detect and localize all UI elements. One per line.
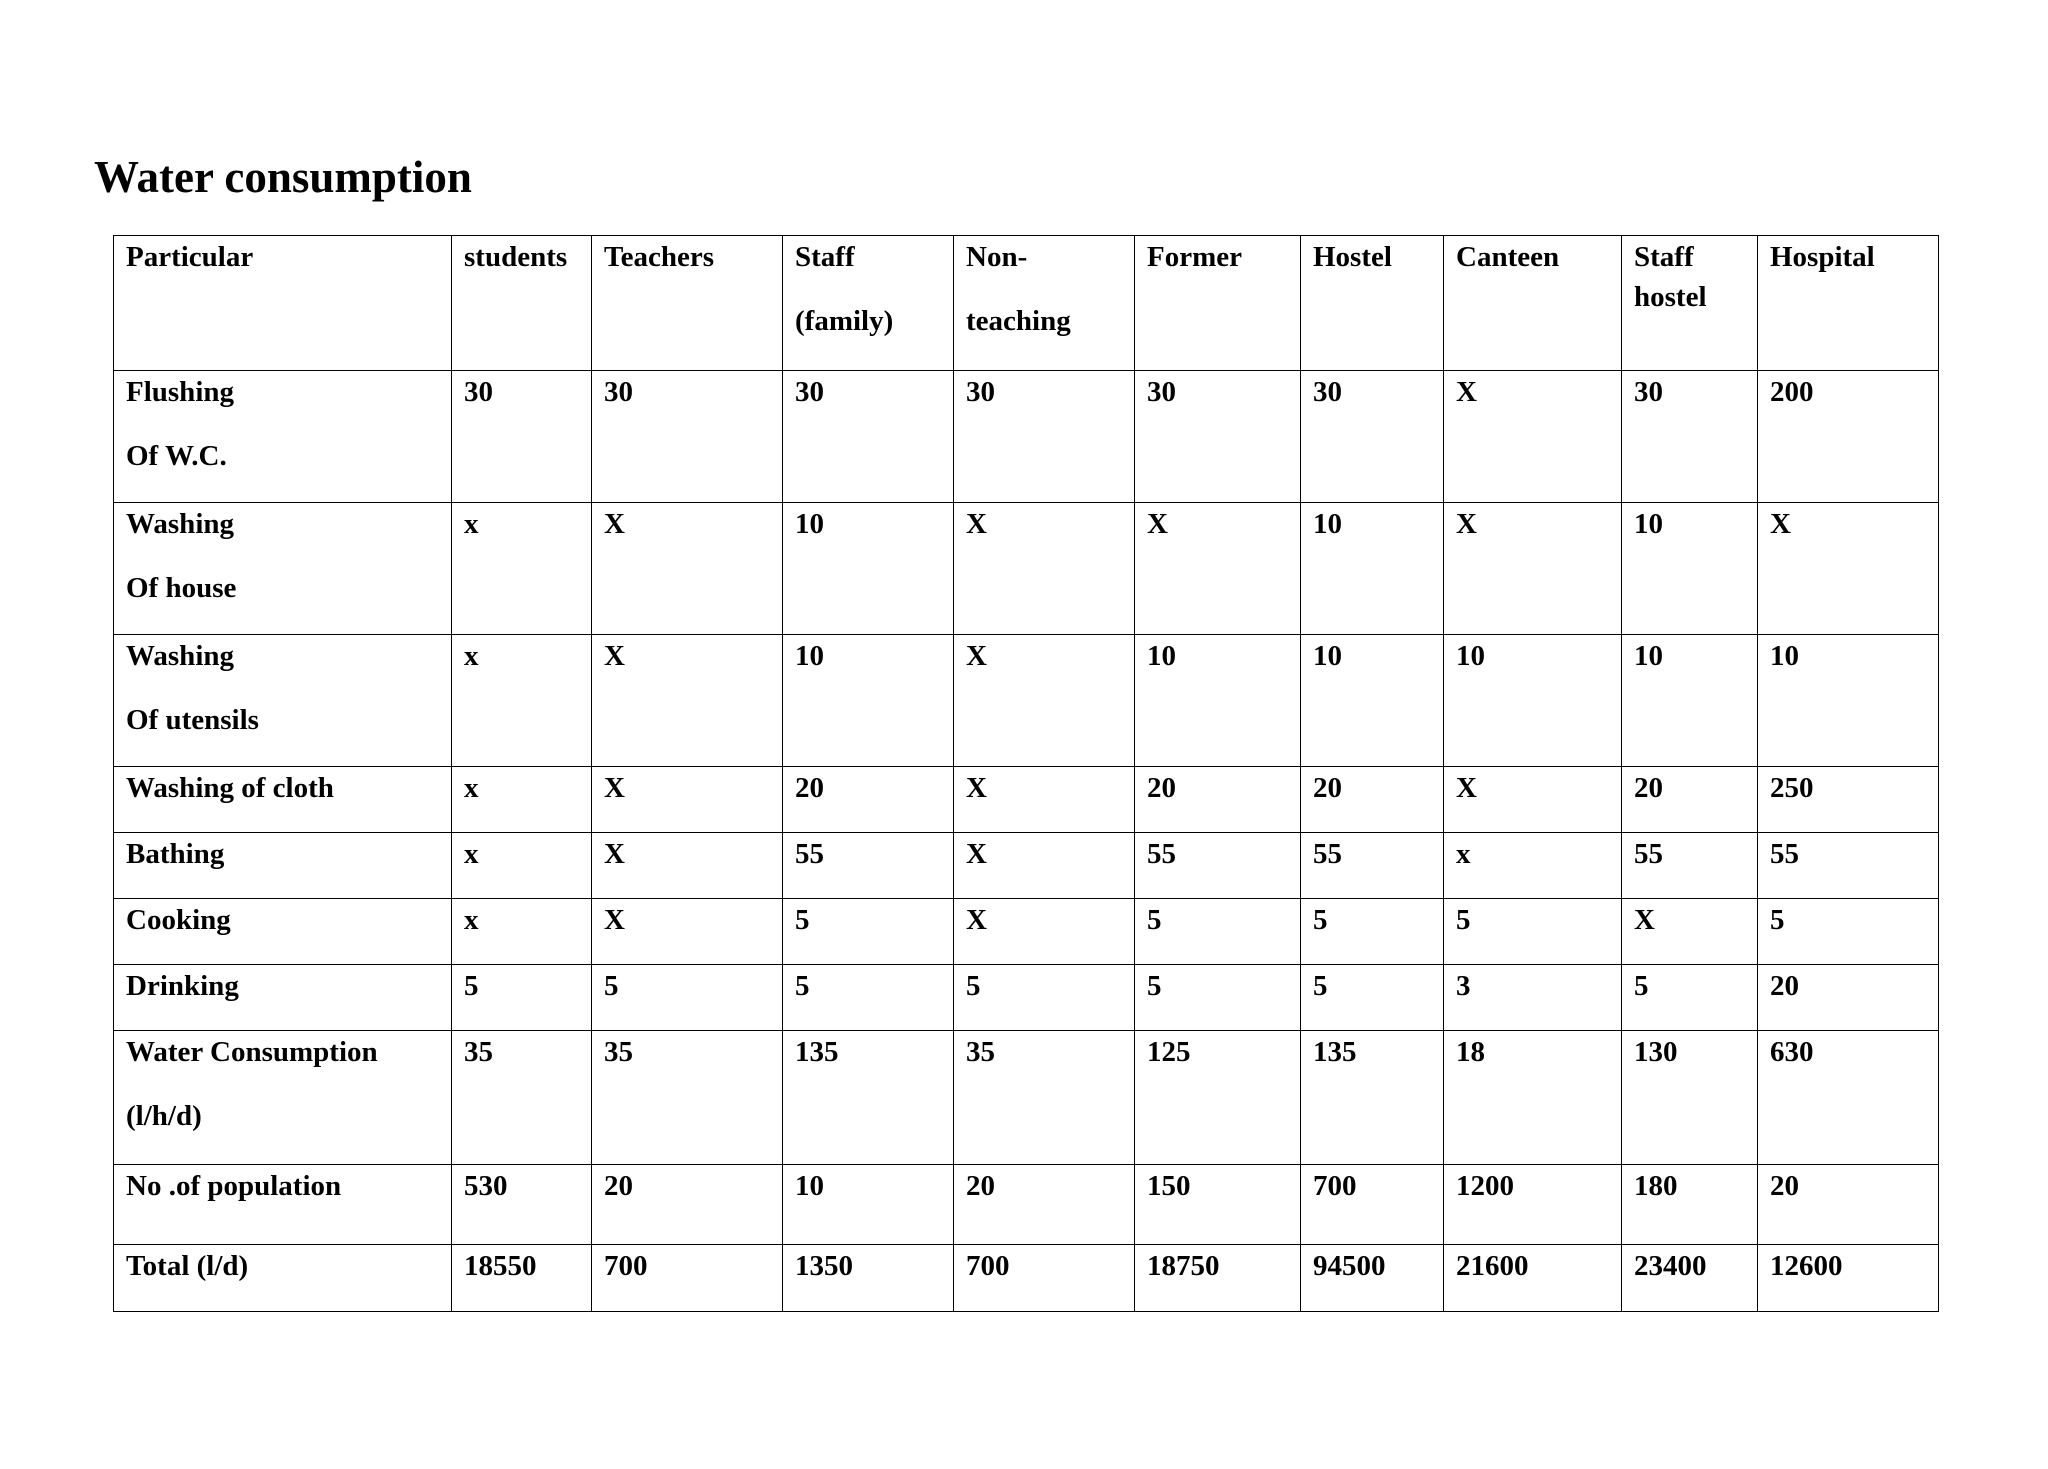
row-label-line2: Of W.C. — [126, 439, 227, 472]
header-cell — [954, 236, 1135, 371]
cell-value: 1350 — [795, 1250, 853, 1282]
cell-value: 125 — [1147, 1036, 1191, 1068]
header-cell — [592, 236, 783, 371]
cell-value: 20 — [1634, 772, 1663, 804]
row-label: Water Consumption — [126, 1036, 378, 1068]
value-cell — [1444, 767, 1622, 833]
row-label: Total (l/d) — [126, 1250, 249, 1282]
value-cell — [954, 1245, 1135, 1312]
value-cell — [783, 1031, 954, 1165]
cell-value: 18750 — [1147, 1250, 1220, 1282]
cell-value: 55 — [795, 838, 824, 870]
header-label: Staff — [1634, 241, 1694, 273]
value-cell — [1622, 1245, 1758, 1312]
value-cell — [1622, 767, 1758, 833]
value-cell — [1444, 371, 1622, 503]
header-label: Former — [1147, 241, 1242, 273]
row-label-cell — [114, 635, 452, 767]
value-cell — [1622, 899, 1758, 965]
value-cell — [954, 1165, 1135, 1245]
value-cell — [452, 965, 592, 1031]
cell-value: 1200 — [1456, 1170, 1514, 1202]
value-cell — [1758, 899, 1939, 965]
row-label: Washing — [126, 508, 234, 540]
cell-value: x — [464, 508, 479, 540]
value-cell — [1135, 1031, 1301, 1165]
value-cell — [1135, 899, 1301, 965]
cell-value: 700 — [966, 1250, 1010, 1282]
row-label: Cooking — [126, 904, 231, 936]
row-label: Drinking — [126, 970, 239, 1002]
cell-value: 20 — [795, 772, 824, 804]
row-label-cell — [114, 899, 452, 965]
cell-value: 21600 — [1456, 1250, 1529, 1282]
value-cell — [452, 899, 592, 965]
cell-value: 135 — [1313, 1036, 1357, 1068]
header-label: Non- — [966, 241, 1028, 273]
cell-value: 55 — [1770, 838, 1799, 870]
cell-value: X — [1634, 904, 1655, 936]
table-body — [114, 371, 1939, 1312]
cell-value: 55 — [1634, 838, 1663, 870]
cell-value: 20 — [966, 1170, 995, 1202]
header-label: Staff — [795, 241, 855, 273]
value-cell — [1444, 1165, 1622, 1245]
header-label-line2: teaching — [966, 304, 1071, 337]
cell-value: 35 — [604, 1036, 633, 1068]
cell-value: X — [966, 772, 987, 804]
row-label-line2: Of house — [126, 571, 237, 604]
value-cell — [1301, 767, 1444, 833]
value-cell — [1444, 503, 1622, 635]
cell-value: 5 — [1313, 904, 1328, 936]
value-cell — [1444, 1245, 1622, 1312]
value-cell — [1135, 371, 1301, 503]
cell-value: x — [464, 640, 479, 672]
cell-value: 10 — [795, 508, 824, 540]
cell-value: 10 — [1313, 508, 1342, 540]
table-row — [114, 965, 1939, 1031]
page-title: Water consumption — [94, 152, 472, 202]
cell-value: X — [1456, 508, 1477, 540]
row-label: Flushing — [126, 376, 234, 408]
row-label-cell — [114, 767, 452, 833]
header-cell — [1135, 236, 1301, 371]
cell-value: X — [966, 838, 987, 870]
cell-value: 630 — [1770, 1036, 1814, 1068]
value-cell — [1758, 1165, 1939, 1245]
value-cell — [954, 503, 1135, 635]
value-cell — [592, 767, 783, 833]
value-cell — [783, 503, 954, 635]
cell-value: 20 — [1147, 772, 1176, 804]
value-cell — [1301, 635, 1444, 767]
value-cell — [783, 767, 954, 833]
cell-value: X — [966, 904, 987, 936]
value-cell — [1301, 503, 1444, 635]
row-label-cell — [114, 1165, 452, 1245]
cell-value: 20 — [1770, 970, 1799, 1002]
value-cell — [1444, 1031, 1622, 1165]
value-cell — [1758, 833, 1939, 899]
value-cell — [1444, 635, 1622, 767]
cell-value: 150 — [1147, 1170, 1191, 1202]
value-cell — [452, 635, 592, 767]
value-cell — [1758, 1245, 1939, 1312]
cell-value: 10 — [1770, 640, 1799, 672]
value-cell — [1301, 1245, 1444, 1312]
value-cell — [783, 371, 954, 503]
value-cell — [954, 1031, 1135, 1165]
value-cell — [592, 833, 783, 899]
header-label-line2: (family) — [795, 304, 894, 337]
cell-value: 18550 — [464, 1250, 537, 1282]
cell-value: 12600 — [1770, 1250, 1843, 1282]
value-cell — [1622, 833, 1758, 899]
cell-value: 10 — [795, 1170, 824, 1202]
value-cell — [783, 1245, 954, 1312]
value-cell — [1135, 767, 1301, 833]
table-row — [114, 1245, 1939, 1312]
value-cell — [1622, 1165, 1758, 1245]
value-cell — [592, 1165, 783, 1245]
cell-value: 35 — [464, 1036, 493, 1068]
value-cell — [1758, 371, 1939, 503]
value-cell — [1622, 635, 1758, 767]
table-row — [114, 899, 1939, 965]
cell-value: 30 — [1147, 376, 1176, 408]
value-cell — [452, 1245, 592, 1312]
value-cell — [954, 965, 1135, 1031]
cell-value: 10 — [1147, 640, 1176, 672]
cell-value: 10 — [1313, 640, 1342, 672]
value-cell — [954, 899, 1135, 965]
value-cell — [954, 371, 1135, 503]
cell-value: 5 — [1770, 904, 1785, 936]
value-cell — [783, 833, 954, 899]
table-row — [114, 1031, 1939, 1165]
header-cell — [783, 236, 954, 371]
cell-value: 3 — [1456, 970, 1471, 1002]
cell-value: x — [464, 904, 479, 936]
cell-value: x — [464, 838, 479, 870]
header-label: Particular — [126, 241, 254, 273]
value-cell — [452, 503, 592, 635]
cell-value: X — [966, 640, 987, 672]
value-cell — [592, 1031, 783, 1165]
cell-value: 5 — [1147, 904, 1162, 936]
value-cell — [1444, 965, 1622, 1031]
cell-value: 30 — [795, 376, 824, 408]
cell-value: 5 — [1147, 970, 1162, 1002]
cell-value: 20 — [604, 1170, 633, 1202]
header-cell — [1622, 236, 1758, 371]
row-label-cell — [114, 503, 452, 635]
header-label: Canteen — [1456, 241, 1560, 273]
value-cell — [592, 503, 783, 635]
value-cell — [1758, 1031, 1939, 1165]
cell-value: x — [1456, 838, 1471, 870]
value-cell — [1135, 503, 1301, 635]
value-cell — [592, 1245, 783, 1312]
header-cell — [114, 236, 452, 371]
cell-value: 10 — [1456, 640, 1485, 672]
cell-value: 18 — [1456, 1036, 1485, 1068]
cell-value: 700 — [1313, 1170, 1357, 1202]
row-label: Washing — [126, 640, 234, 672]
value-cell — [1758, 965, 1939, 1031]
header-label: Teachers — [604, 241, 715, 273]
value-cell — [452, 833, 592, 899]
row-label: Bathing — [126, 838, 225, 870]
cell-value: 130 — [1634, 1036, 1678, 1068]
cell-value: x — [464, 772, 479, 804]
value-cell — [1622, 503, 1758, 635]
cell-value: 5 — [795, 970, 810, 1002]
cell-value: 10 — [1634, 508, 1663, 540]
value-cell — [1301, 965, 1444, 1031]
value-cell — [954, 635, 1135, 767]
value-cell — [1135, 965, 1301, 1031]
cell-value: 5 — [604, 970, 619, 1002]
value-cell — [1758, 635, 1939, 767]
cell-value: X — [966, 508, 987, 540]
row-label: No .of population — [126, 1170, 342, 1202]
value-cell — [452, 1165, 592, 1245]
cell-value: X — [604, 640, 625, 672]
cell-value: X — [604, 508, 625, 540]
cell-value: 55 — [1313, 838, 1342, 870]
cell-value: 23400 — [1634, 1250, 1707, 1282]
cell-value: 5 — [966, 970, 981, 1002]
cell-value: X — [1456, 376, 1477, 408]
cell-value: 5 — [1313, 970, 1328, 1002]
table-row — [114, 371, 1939, 503]
cell-value: X — [604, 772, 625, 804]
cell-value: X — [1456, 772, 1477, 804]
cell-value: 5 — [795, 904, 810, 936]
cell-value: 10 — [795, 640, 824, 672]
table-row — [114, 1165, 1939, 1245]
row-label-cell — [114, 1031, 452, 1165]
value-cell — [592, 371, 783, 503]
header-cell — [1758, 236, 1939, 371]
cell-value: 20 — [1313, 772, 1342, 804]
value-cell — [452, 371, 592, 503]
cell-value: X — [604, 904, 625, 936]
value-cell — [1135, 1245, 1301, 1312]
value-cell — [592, 635, 783, 767]
table-row — [114, 767, 1939, 833]
value-cell — [1622, 371, 1758, 503]
cell-value: X — [604, 838, 625, 870]
cell-value: 30 — [464, 376, 493, 408]
header-cell — [1301, 236, 1444, 371]
value-cell — [1301, 899, 1444, 965]
cell-value: X — [1147, 508, 1168, 540]
value-cell — [954, 767, 1135, 833]
row-label-cell — [114, 833, 452, 899]
table-row — [114, 635, 1939, 767]
header-cell — [452, 236, 592, 371]
cell-value: 30 — [1313, 376, 1342, 408]
value-cell — [592, 965, 783, 1031]
value-cell — [1135, 635, 1301, 767]
row-label: Washing of cloth — [126, 772, 334, 804]
cell-value: 530 — [464, 1170, 508, 1202]
cell-value: 180 — [1634, 1170, 1678, 1202]
header-cell — [1444, 236, 1622, 371]
value-cell — [1135, 833, 1301, 899]
value-cell — [452, 767, 592, 833]
value-cell — [1444, 833, 1622, 899]
cell-value: X — [1770, 508, 1791, 540]
cell-value: 35 — [966, 1036, 995, 1068]
cell-value: 250 — [1770, 772, 1814, 804]
cell-value: 30 — [604, 376, 633, 408]
cell-value: 94500 — [1313, 1250, 1386, 1282]
value-cell — [1301, 1165, 1444, 1245]
cell-value: 30 — [966, 376, 995, 408]
cell-value: 55 — [1147, 838, 1176, 870]
value-cell — [1622, 965, 1758, 1031]
value-cell — [954, 833, 1135, 899]
value-cell — [783, 965, 954, 1031]
cell-value: 5 — [1456, 904, 1471, 936]
header-label-line2: hostel — [1634, 280, 1707, 313]
cell-value: 700 — [604, 1250, 648, 1282]
row-label-cell — [114, 371, 452, 503]
water-consumption-table — [113, 235, 1939, 1312]
value-cell — [1301, 371, 1444, 503]
cell-value: 135 — [795, 1036, 839, 1068]
row-label-cell — [114, 965, 452, 1031]
cell-value: 20 — [1770, 1170, 1799, 1202]
cell-value: 30 — [1634, 376, 1663, 408]
value-cell — [1444, 899, 1622, 965]
cell-value: 5 — [464, 970, 479, 1002]
value-cell — [783, 899, 954, 965]
row-label-cell — [114, 1245, 452, 1312]
value-cell — [452, 1031, 592, 1165]
value-cell — [1301, 833, 1444, 899]
value-cell — [1135, 1165, 1301, 1245]
table-row — [114, 503, 1939, 635]
value-cell — [1622, 1031, 1758, 1165]
value-cell — [783, 1165, 954, 1245]
row-label-line2: (l/h/d) — [126, 1099, 202, 1132]
row-label-line2: Of utensils — [126, 703, 259, 736]
value-cell — [783, 635, 954, 767]
header-label: students — [464, 241, 568, 273]
cell-value: 5 — [1634, 970, 1649, 1002]
value-cell — [1758, 503, 1939, 635]
value-cell — [1301, 1031, 1444, 1165]
table-row — [114, 833, 1939, 899]
cell-value: 200 — [1770, 376, 1814, 408]
header-label: Hostel — [1313, 241, 1392, 273]
cell-value: 10 — [1634, 640, 1663, 672]
value-cell — [1758, 767, 1939, 833]
header-row — [114, 236, 1939, 371]
value-cell — [592, 899, 783, 965]
header-label: Hospital — [1770, 241, 1875, 273]
